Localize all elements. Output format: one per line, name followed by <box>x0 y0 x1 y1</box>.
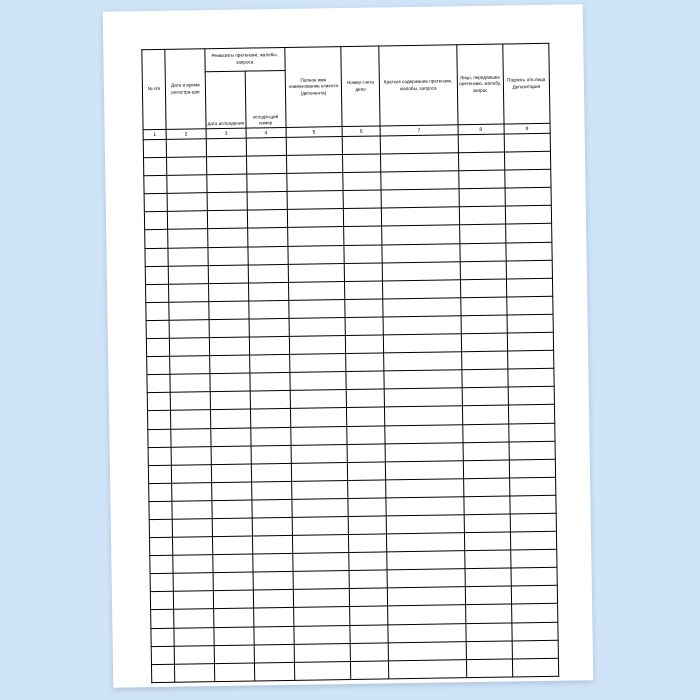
table-cell[interactable] <box>147 393 170 411</box>
table-cell[interactable] <box>459 206 505 225</box>
table-cell[interactable] <box>385 460 463 479</box>
table-cell[interactable] <box>214 645 254 664</box>
table-cell[interactable] <box>343 190 381 209</box>
table-cell[interactable] <box>511 586 558 605</box>
table-cell[interactable] <box>466 641 512 660</box>
table-cell[interactable] <box>247 228 287 247</box>
table-cell[interactable] <box>210 373 250 392</box>
table-cell[interactable] <box>213 554 253 573</box>
table-cell[interactable] <box>343 154 381 173</box>
table-cell[interactable] <box>386 478 464 497</box>
column-number-cell: 7 <box>380 125 458 136</box>
table-cell[interactable] <box>463 460 509 479</box>
table-cell[interactable] <box>171 410 211 429</box>
table-cell[interactable] <box>248 264 288 283</box>
table-cell[interactable] <box>146 320 169 338</box>
column-number-cell: 3 <box>206 128 246 139</box>
table-cell[interactable] <box>461 369 507 388</box>
table-cell[interactable] <box>342 136 380 155</box>
table-cell[interactable] <box>463 496 509 515</box>
table-cell[interactable] <box>149 501 172 519</box>
table-cell[interactable] <box>145 248 168 266</box>
table-cell[interactable] <box>343 172 381 191</box>
table-cell[interactable] <box>381 207 459 226</box>
table-cell[interactable] <box>388 605 466 624</box>
header-col-signature: Подпись отв.лица Депозитария <box>503 43 551 124</box>
table-cell[interactable] <box>287 191 344 210</box>
table-cell[interactable] <box>508 368 555 387</box>
table-cell[interactable] <box>254 644 294 663</box>
table-cell[interactable] <box>246 137 286 156</box>
table-cell[interactable] <box>381 171 459 190</box>
table-cell[interactable] <box>213 572 253 591</box>
table-cell[interactable] <box>144 212 167 230</box>
table-cell[interactable] <box>171 446 211 465</box>
table-cell[interactable] <box>151 610 174 628</box>
table-cell[interactable] <box>151 628 174 646</box>
table-cell[interactable] <box>464 550 510 569</box>
table-cell[interactable] <box>344 245 382 264</box>
table-cell[interactable] <box>506 242 553 261</box>
table-cell[interactable] <box>249 300 289 319</box>
table-cell[interactable] <box>175 663 215 682</box>
table-cell[interactable] <box>251 445 291 464</box>
table-cell[interactable] <box>505 169 552 188</box>
table-cell[interactable] <box>174 609 214 628</box>
table-cell[interactable] <box>208 229 248 248</box>
table-cell[interactable] <box>386 497 464 516</box>
table-cell[interactable] <box>168 229 208 248</box>
table-cell[interactable] <box>388 623 466 642</box>
table-cell[interactable] <box>512 658 559 677</box>
table-cell[interactable] <box>172 482 212 501</box>
table-cell[interactable] <box>383 316 461 335</box>
table-cell[interactable] <box>254 626 294 645</box>
column-number-cell: 6 <box>342 126 380 137</box>
table-cell[interactable] <box>509 477 556 496</box>
table-cell[interactable] <box>143 139 166 157</box>
table-cell[interactable] <box>512 622 559 641</box>
table-cell[interactable] <box>212 500 252 519</box>
table-cell[interactable] <box>509 459 556 478</box>
table-cell[interactable] <box>169 320 209 339</box>
table-cell[interactable] <box>293 625 350 644</box>
table-cell[interactable] <box>253 590 293 609</box>
table-cell[interactable] <box>380 135 458 154</box>
table-cell[interactable] <box>209 319 249 338</box>
paper-sheet <box>103 4 594 687</box>
table-cell[interactable] <box>168 247 208 266</box>
table-cell[interactable] <box>293 607 350 626</box>
table-cell[interactable] <box>249 355 289 374</box>
table-cell[interactable] <box>149 537 172 555</box>
table-cell[interactable] <box>149 519 172 537</box>
column-number-cell: 4 <box>246 127 286 138</box>
table-cell[interactable] <box>461 333 507 352</box>
table-cell[interactable] <box>150 555 173 573</box>
table-cell[interactable] <box>351 661 389 680</box>
table-cell[interactable] <box>211 446 251 465</box>
table-cell[interactable] <box>171 428 211 447</box>
table-cell[interactable] <box>463 478 509 497</box>
header-col-number: № п/п <box>142 49 166 129</box>
table-cell[interactable] <box>459 188 505 207</box>
table-cell[interactable] <box>252 517 292 536</box>
table-cell[interactable] <box>507 314 554 333</box>
column-number-cell: 5 <box>286 127 343 138</box>
table-cell[interactable] <box>292 516 349 535</box>
table-cell[interactable] <box>147 375 170 393</box>
table-cell[interactable] <box>505 224 552 243</box>
table-cell[interactable] <box>385 442 463 461</box>
table-cell[interactable] <box>247 174 287 193</box>
table-cell[interactable] <box>382 279 460 298</box>
table-cell[interactable] <box>208 283 248 302</box>
table-cell[interactable] <box>460 279 506 298</box>
table-cell[interactable] <box>293 571 350 590</box>
table-cell[interactable] <box>170 356 210 375</box>
table-cell[interactable] <box>465 604 511 623</box>
table-cell[interactable] <box>382 225 460 244</box>
table-cell[interactable] <box>388 659 466 678</box>
table-cell[interactable] <box>167 211 207 230</box>
table-cell[interactable] <box>249 336 289 355</box>
table-cell[interactable] <box>462 423 508 442</box>
table-cell[interactable] <box>253 608 293 627</box>
table-cell[interactable] <box>151 646 174 664</box>
page-content-area <box>141 43 558 657</box>
table-cell[interactable] <box>288 299 345 318</box>
table-cell[interactable] <box>147 356 170 374</box>
table-cell[interactable] <box>210 391 250 410</box>
table-cell[interactable] <box>292 535 349 554</box>
table-cell[interactable] <box>172 519 212 538</box>
table-cell[interactable] <box>344 226 382 245</box>
table-cell[interactable] <box>510 531 557 550</box>
column-number-cell: 8 <box>458 124 504 135</box>
table-cell[interactable] <box>288 263 345 282</box>
table-cell[interactable] <box>208 265 248 284</box>
table-cell[interactable] <box>206 156 246 175</box>
table-head <box>142 43 550 139</box>
table-cell[interactable] <box>506 278 553 297</box>
table-cell[interactable] <box>510 549 557 568</box>
table-cell[interactable] <box>208 247 248 266</box>
table-cell[interactable] <box>169 283 209 302</box>
table-cell[interactable] <box>291 480 348 499</box>
header-group-requisites: Реквизиты претензии, жалобы, запроса <box>205 47 285 71</box>
table-cell[interactable] <box>461 315 507 334</box>
table-cell[interactable] <box>291 498 348 517</box>
header-col-summary: Краткое содержание претензии, жалобы, запроса <box>379 45 458 126</box>
table-cell[interactable] <box>251 427 291 446</box>
table-cell[interactable] <box>506 260 553 279</box>
table-cell[interactable] <box>287 209 344 228</box>
table-cell[interactable] <box>173 537 213 556</box>
table-cell[interactable] <box>510 513 557 532</box>
table-cell[interactable] <box>346 371 384 390</box>
table-cell[interactable] <box>145 266 168 284</box>
table-cell[interactable] <box>349 534 387 553</box>
table-cell[interactable] <box>167 175 207 194</box>
table-cell[interactable] <box>458 134 504 153</box>
table-cell[interactable] <box>382 243 460 262</box>
table-cell[interactable] <box>169 302 209 321</box>
table-cell[interactable] <box>172 501 212 520</box>
table-cell[interactable] <box>174 627 214 646</box>
table-cell[interactable] <box>173 591 213 610</box>
table-cell[interactable] <box>207 192 247 211</box>
table-cell[interactable] <box>384 388 462 407</box>
table-cell[interactable] <box>382 261 460 280</box>
table-cell[interactable] <box>288 245 345 264</box>
table-cell[interactable] <box>170 374 210 393</box>
table-cell[interactable] <box>386 515 464 534</box>
table-cell[interactable] <box>507 350 554 369</box>
table-cell[interactable] <box>464 514 510 533</box>
table-cell[interactable] <box>207 174 247 193</box>
table-cell[interactable] <box>144 157 167 175</box>
table-cell[interactable] <box>251 463 291 482</box>
table-cell[interactable] <box>346 335 384 354</box>
table-cell[interactable] <box>247 192 287 211</box>
table-cell[interactable] <box>148 447 171 465</box>
table-cell[interactable] <box>350 624 388 643</box>
table-cell[interactable] <box>248 282 288 301</box>
table-cell[interactable] <box>464 532 510 551</box>
table-cell[interactable] <box>384 370 462 389</box>
table-cell[interactable] <box>287 227 344 246</box>
table-cell[interactable] <box>458 152 504 171</box>
table-cell[interactable] <box>504 151 551 170</box>
table-cell[interactable] <box>148 429 171 447</box>
table-cell[interactable] <box>294 643 351 662</box>
table-cell[interactable] <box>383 298 461 317</box>
table-cell[interactable] <box>250 373 290 392</box>
table-cell[interactable] <box>508 423 555 442</box>
table-cell[interactable] <box>168 265 208 284</box>
table-cell[interactable] <box>209 301 249 320</box>
table-cell[interactable] <box>350 643 388 662</box>
table-cell[interactable] <box>171 464 211 483</box>
table-cell[interactable] <box>210 409 250 428</box>
header-col-submitted-by: Лицо, передавшее претензию, жалобу, запрос <box>456 44 503 125</box>
table-cell[interactable] <box>147 411 170 429</box>
table-cell[interactable] <box>460 297 506 316</box>
table-cell[interactable] <box>291 462 348 481</box>
registration-table <box>141 43 559 683</box>
table-cell[interactable] <box>290 426 347 445</box>
table-cell[interactable] <box>206 138 246 157</box>
table-cell[interactable] <box>146 284 169 302</box>
table-cell[interactable] <box>387 551 465 570</box>
table-cell[interactable] <box>388 641 466 660</box>
table-cell[interactable] <box>246 156 286 175</box>
table-cell[interactable] <box>211 428 251 447</box>
table-cell[interactable] <box>247 210 287 229</box>
table-cell[interactable] <box>508 405 555 424</box>
table-cell[interactable] <box>289 317 346 336</box>
table-cell[interactable] <box>383 334 461 353</box>
table-cell[interactable] <box>344 208 382 227</box>
table-cell[interactable] <box>150 574 173 592</box>
table-cell[interactable] <box>252 535 292 554</box>
table-cell[interactable] <box>460 261 506 280</box>
table-cell[interactable] <box>149 483 172 501</box>
table-cell[interactable] <box>505 206 552 225</box>
table-cell[interactable] <box>459 224 505 243</box>
table-cell[interactable] <box>214 627 254 646</box>
table-cell[interactable] <box>144 194 167 212</box>
table-cell[interactable] <box>345 281 383 300</box>
table-cell[interactable] <box>174 645 214 664</box>
header-col-datetime: Дата и время регистра-ции <box>165 49 206 130</box>
table-cell[interactable] <box>462 387 508 406</box>
header-col-outgoing-number: исходя-щий номер <box>245 70 286 128</box>
table-cell[interactable] <box>250 391 290 410</box>
table-cell[interactable] <box>461 351 507 370</box>
table-cell[interactable] <box>150 592 173 610</box>
table-cell[interactable] <box>465 586 511 605</box>
header-row-top <box>142 43 549 72</box>
table-cell[interactable] <box>212 482 252 501</box>
table-cell[interactable] <box>387 569 465 588</box>
table-cell[interactable] <box>505 188 552 207</box>
table-cell[interactable] <box>251 481 291 500</box>
table-cell[interactable] <box>512 640 559 659</box>
table-cell[interactable] <box>384 352 462 371</box>
table-cell[interactable] <box>173 573 213 592</box>
column-number-cell: 2 <box>166 129 206 140</box>
table-cell[interactable] <box>465 622 511 641</box>
table-cell[interactable] <box>506 296 553 315</box>
table-cell[interactable] <box>170 392 210 411</box>
table-cell[interactable] <box>348 498 386 517</box>
table-cell[interactable] <box>294 661 351 680</box>
table-cell[interactable] <box>253 554 293 573</box>
column-number-cell: 9 <box>504 123 550 134</box>
table-cell[interactable] <box>144 176 167 194</box>
table-cell[interactable] <box>466 659 512 678</box>
table-cell[interactable] <box>288 281 345 300</box>
table-cell[interactable] <box>349 552 387 571</box>
table-cell[interactable] <box>387 587 465 606</box>
table-cell[interactable] <box>511 604 558 623</box>
table-cell[interactable] <box>348 462 386 481</box>
table-cell[interactable] <box>509 441 556 460</box>
table-cell[interactable] <box>347 407 385 426</box>
table-cell[interactable] <box>458 170 504 189</box>
table-cell[interactable] <box>167 157 207 176</box>
table-cell[interactable] <box>380 153 458 172</box>
table-cell[interactable] <box>347 425 385 444</box>
table-cell[interactable] <box>463 442 509 461</box>
table-cell[interactable] <box>210 355 250 374</box>
table-cell[interactable] <box>508 387 555 406</box>
table-cell[interactable] <box>381 189 459 208</box>
table-cell[interactable] <box>146 302 169 320</box>
table-cell[interactable] <box>249 318 289 337</box>
header-col-execution-date: дата исполдения <box>205 71 246 129</box>
table-cell[interactable] <box>293 589 350 608</box>
table-cell[interactable] <box>348 516 386 535</box>
table-cell[interactable] <box>386 533 464 552</box>
table-cell[interactable] <box>292 553 349 572</box>
table-cell[interactable] <box>459 243 505 262</box>
header-col-client-name: Полное имя наименование клиента (депонента) <box>284 47 342 128</box>
table-cell[interactable] <box>254 662 294 681</box>
table-cell[interactable] <box>214 663 254 682</box>
table-cell[interactable] <box>346 353 384 372</box>
table-cell[interactable] <box>291 444 348 463</box>
table-cell[interactable] <box>286 155 343 174</box>
table-cell[interactable] <box>146 338 169 356</box>
table-cell[interactable] <box>504 133 551 152</box>
table-cell[interactable] <box>345 299 383 318</box>
table-cell[interactable] <box>173 555 213 574</box>
table-cell[interactable] <box>290 408 347 427</box>
column-number-cell: 1 <box>143 129 166 139</box>
table-cell[interactable] <box>212 536 252 555</box>
table-cell[interactable] <box>166 139 206 158</box>
table-cell[interactable] <box>169 338 209 357</box>
table-cell[interactable] <box>511 567 558 586</box>
table-cell[interactable] <box>348 480 386 499</box>
table-cell[interactable] <box>465 568 511 587</box>
table-cell[interactable] <box>286 173 343 192</box>
table-cell[interactable] <box>248 246 288 265</box>
table-cell[interactable] <box>346 389 384 408</box>
table-cell[interactable] <box>289 336 346 355</box>
table-cell[interactable] <box>211 464 251 483</box>
table-cell[interactable] <box>384 406 462 425</box>
table-cell[interactable] <box>212 518 252 537</box>
table-cell[interactable] <box>347 444 385 463</box>
table-cell[interactable] <box>510 495 557 514</box>
table-cell[interactable] <box>350 588 388 607</box>
table-cell[interactable] <box>345 317 383 336</box>
table-cell[interactable] <box>151 664 174 682</box>
table-cell[interactable] <box>209 337 249 356</box>
table-cell[interactable] <box>290 372 347 391</box>
table-cell[interactable] <box>350 606 388 625</box>
table-cell[interactable] <box>253 572 293 591</box>
table-body <box>143 133 558 682</box>
table-cell[interactable] <box>250 409 290 428</box>
table-cell[interactable] <box>344 263 382 282</box>
table-cell[interactable] <box>290 390 347 409</box>
table-cell[interactable] <box>148 465 171 483</box>
table-cell[interactable] <box>213 590 253 609</box>
header-col-account-number: Номер счета депо <box>341 46 380 127</box>
table-cell[interactable] <box>167 193 207 212</box>
table-cell[interactable] <box>462 405 508 424</box>
table-cell[interactable] <box>145 230 168 248</box>
table-cell[interactable] <box>252 499 292 518</box>
table-cell[interactable] <box>385 424 463 443</box>
table-cell[interactable] <box>214 608 254 627</box>
table-cell[interactable] <box>289 354 346 373</box>
table-cell[interactable] <box>349 570 387 589</box>
table-cell[interactable] <box>207 210 247 229</box>
table-cell[interactable] <box>507 332 554 351</box>
table-cell[interactable] <box>286 137 343 156</box>
